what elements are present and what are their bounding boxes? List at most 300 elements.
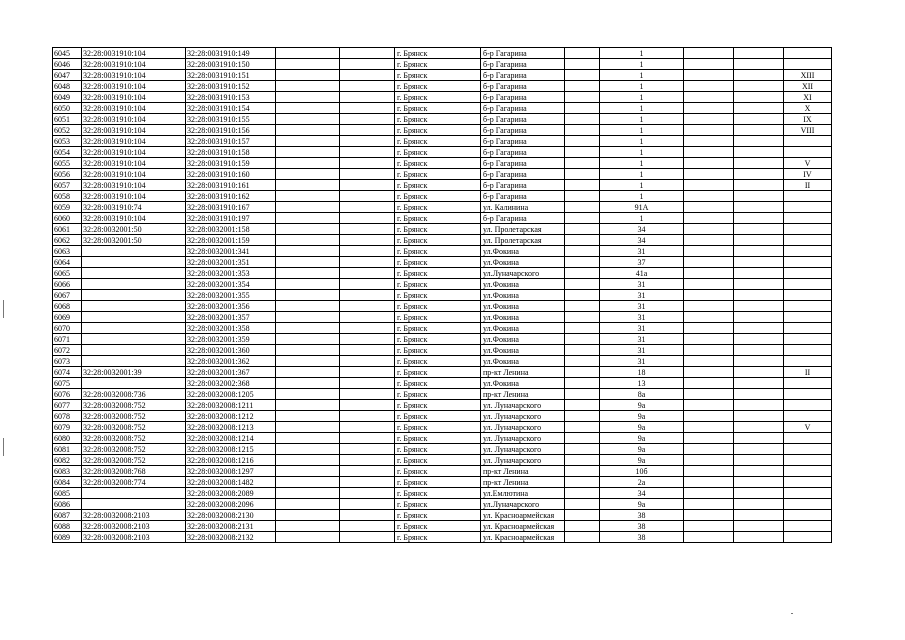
record-number: 6055 [53, 158, 82, 169]
empty-cell [565, 59, 600, 70]
empty-cell [276, 301, 340, 312]
empty-cell [340, 334, 395, 345]
premises-number [784, 246, 832, 257]
street: б-р Гагарина [481, 114, 565, 125]
parent-cadastral-number [82, 356, 186, 367]
city: г. Брянск [395, 268, 481, 279]
empty-cell [734, 180, 784, 191]
house-number: 38 [600, 532, 684, 543]
empty-cell [276, 455, 340, 466]
house-number: 13 [600, 378, 684, 389]
cadastral-number: 32:28:0032001:358 [186, 323, 276, 334]
parent-cadastral-number [82, 268, 186, 279]
empty-cell [340, 279, 395, 290]
table-row [53, 92, 832, 103]
empty-cell [565, 213, 600, 224]
record-number: 6052 [53, 125, 82, 136]
house-number: 1 [600, 191, 684, 202]
empty-cell [684, 477, 734, 488]
record-number: 6065 [53, 268, 82, 279]
empty-cell [565, 114, 600, 125]
record-number: 6071 [53, 334, 82, 345]
street: ул.Фокина [481, 290, 565, 301]
empty-cell [565, 455, 600, 466]
house-number: 31 [600, 290, 684, 301]
cadastral-number: 32:28:0031910:155 [186, 114, 276, 125]
record-number: 6087 [53, 510, 82, 521]
city: г. Брянск [395, 345, 481, 356]
house-number: 18 [600, 367, 684, 378]
empty-cell [276, 70, 340, 81]
empty-cell [734, 136, 784, 147]
table-row [53, 312, 832, 323]
empty-cell [340, 510, 395, 521]
premises-number: IX [784, 114, 832, 125]
parent-cadastral-number: 32:28:0031910:74 [82, 202, 186, 213]
street: б-р Гагарина [481, 213, 565, 224]
table-row [53, 235, 832, 246]
parent-cadastral-number: 32:28:0031910:104 [82, 59, 186, 70]
table-row [53, 169, 832, 180]
record-number: 6088 [53, 521, 82, 532]
empty-cell [276, 334, 340, 345]
empty-cell [565, 532, 600, 543]
premises-number [784, 510, 832, 521]
empty-cell [684, 92, 734, 103]
empty-cell [684, 400, 734, 411]
table-row [53, 191, 832, 202]
empty-cell [340, 356, 395, 367]
empty-cell [684, 169, 734, 180]
house-number: 1 [600, 114, 684, 125]
street: ул. Луначарского [481, 400, 565, 411]
table-row [53, 477, 832, 488]
empty-cell [340, 367, 395, 378]
house-number: 9а [600, 433, 684, 444]
empty-cell [565, 422, 600, 433]
cadastral-number: 32:28:0031910:150 [186, 59, 276, 70]
empty-cell [734, 147, 784, 158]
empty-cell [340, 477, 395, 488]
street: б-р Гагарина [481, 180, 565, 191]
cadastral-number: 32:28:0032001:353 [186, 268, 276, 279]
city: г. Брянск [395, 59, 481, 70]
parent-cadastral-number: 32:28:0031910:104 [82, 191, 186, 202]
table-row [53, 268, 832, 279]
table-row [53, 114, 832, 125]
table-row [53, 246, 832, 257]
empty-cell [276, 169, 340, 180]
parent-cadastral-number: 32:28:0031910:104 [82, 70, 186, 81]
house-number: 1 [600, 59, 684, 70]
table-row [53, 323, 832, 334]
empty-cell [734, 532, 784, 543]
house-number: 1 [600, 81, 684, 92]
table-row [53, 59, 832, 70]
table-row [53, 400, 832, 411]
premises-number [784, 136, 832, 147]
empty-cell [565, 70, 600, 81]
empty-cell [565, 345, 600, 356]
premises-number [784, 411, 832, 422]
empty-cell [340, 180, 395, 191]
parent-cadastral-number [82, 345, 186, 356]
empty-cell [276, 444, 340, 455]
empty-cell [734, 389, 784, 400]
parent-cadastral-number: 32:28:0031910:104 [82, 48, 186, 59]
empty-cell [684, 191, 734, 202]
street: ул.Фокина [481, 246, 565, 257]
cadastral-number: 32:28:0032001:357 [186, 312, 276, 323]
house-number: 34 [600, 224, 684, 235]
house-number: 8а [600, 389, 684, 400]
empty-cell [340, 433, 395, 444]
empty-cell [565, 312, 600, 323]
parent-cadastral-number [82, 257, 186, 268]
table-row [53, 521, 832, 532]
house-number: 9а [600, 455, 684, 466]
parent-cadastral-number: 32:28:0032008:752 [82, 411, 186, 422]
empty-cell [565, 246, 600, 257]
empty-cell [276, 158, 340, 169]
record-number: 6057 [53, 180, 82, 191]
empty-cell [684, 158, 734, 169]
cadastral-number: 32:28:0032001:355 [186, 290, 276, 301]
record-number: 6053 [53, 136, 82, 147]
empty-cell [276, 345, 340, 356]
premises-number: V [784, 422, 832, 433]
cadastral-number: 32:28:0032008:1214 [186, 433, 276, 444]
record-number: 6050 [53, 103, 82, 114]
house-number: 9а [600, 422, 684, 433]
empty-cell [565, 147, 600, 158]
empty-cell [276, 411, 340, 422]
empty-cell [276, 246, 340, 257]
empty-cell [276, 356, 340, 367]
empty-cell [340, 268, 395, 279]
scan-edge-mark [3, 438, 4, 456]
record-number: 6073 [53, 356, 82, 367]
parent-cadastral-number: 32:28:0031910:104 [82, 125, 186, 136]
street: б-р Гагарина [481, 92, 565, 103]
empty-cell [734, 301, 784, 312]
street: б-р Гагарина [481, 48, 565, 59]
parent-cadastral-number: 32:28:0032008:752 [82, 400, 186, 411]
city: г. Брянск [395, 92, 481, 103]
premises-number [784, 389, 832, 400]
table-row [53, 510, 832, 521]
cadastral-number: 32:28:0031910:153 [186, 92, 276, 103]
street: б-р Гагарина [481, 169, 565, 180]
city: г. Брянск [395, 257, 481, 268]
empty-cell [340, 59, 395, 70]
empty-cell [684, 345, 734, 356]
empty-cell [340, 257, 395, 268]
empty-cell [734, 334, 784, 345]
city: г. Брянск [395, 70, 481, 81]
empty-cell [340, 92, 395, 103]
empty-cell [276, 257, 340, 268]
premises-number: VIII [784, 125, 832, 136]
record-number: 6051 [53, 114, 82, 125]
city: г. Брянск [395, 323, 481, 334]
empty-cell [565, 444, 600, 455]
cadastral-number: 32:28:0031910:151 [186, 70, 276, 81]
street: б-р Гагарина [481, 59, 565, 70]
table-row [53, 466, 832, 477]
table-row [53, 422, 832, 433]
parent-cadastral-number [82, 488, 186, 499]
empty-cell [276, 389, 340, 400]
empty-cell [340, 400, 395, 411]
premises-number: X [784, 103, 832, 114]
premises-number [784, 499, 832, 510]
parent-cadastral-number: 32:28:0032008:774 [82, 477, 186, 488]
record-number: 6072 [53, 345, 82, 356]
city: г. Брянск [395, 521, 481, 532]
empty-cell [684, 433, 734, 444]
empty-cell [684, 125, 734, 136]
city: г. Брянск [395, 279, 481, 290]
empty-cell [276, 466, 340, 477]
empty-cell [340, 213, 395, 224]
parent-cadastral-number: 32:28:0031910:104 [82, 114, 186, 125]
house-number: 9а [600, 411, 684, 422]
empty-cell [684, 180, 734, 191]
empty-cell [276, 180, 340, 191]
street: ул. Луначарского [481, 444, 565, 455]
empty-cell [276, 125, 340, 136]
premises-number [784, 268, 832, 279]
empty-cell [276, 499, 340, 510]
empty-cell [684, 378, 734, 389]
premises-number [784, 433, 832, 444]
empty-cell [276, 213, 340, 224]
cadastral-number: 32:28:0031910:167 [186, 202, 276, 213]
premises-number [784, 290, 832, 301]
record-number: 6075 [53, 378, 82, 389]
table-row [53, 125, 832, 136]
house-number: 1 [600, 70, 684, 81]
street: ул. Калинина [481, 202, 565, 213]
house-number: 34 [600, 235, 684, 246]
cadastral-number: 32:28:0032008:1212 [186, 411, 276, 422]
cadastral-number: 32:28:0031910:154 [186, 103, 276, 114]
premises-number [784, 466, 832, 477]
empty-cell [734, 488, 784, 499]
cadastral-number: 32:28:0032008:2132 [186, 532, 276, 543]
empty-cell [340, 444, 395, 455]
city: г. Брянск [395, 312, 481, 323]
empty-cell [340, 488, 395, 499]
street: б-р Гагарина [481, 158, 565, 169]
street: б-р Гагарина [481, 70, 565, 81]
empty-cell [565, 378, 600, 389]
premises-number: XI [784, 92, 832, 103]
parent-cadastral-number: 32:28:0031910:104 [82, 92, 186, 103]
empty-cell [340, 202, 395, 213]
house-number: 1 [600, 136, 684, 147]
empty-cell [340, 323, 395, 334]
premises-number [784, 477, 832, 488]
street: ул. Луначарского [481, 433, 565, 444]
city: г. Брянск [395, 290, 481, 301]
city: г. Брянск [395, 411, 481, 422]
empty-cell [276, 235, 340, 246]
table-row [53, 378, 832, 389]
record-number: 6066 [53, 279, 82, 290]
table-row [53, 213, 832, 224]
street: ул. Луначарского [481, 411, 565, 422]
empty-cell [734, 477, 784, 488]
city: г. Брянск [395, 202, 481, 213]
premises-number [784, 444, 832, 455]
empty-cell [734, 433, 784, 444]
cadastral-number: 32:28:0032008:2131 [186, 521, 276, 532]
empty-cell [276, 191, 340, 202]
house-number: 38 [600, 510, 684, 521]
street: ул.Фокина [481, 334, 565, 345]
table-row [53, 411, 832, 422]
house-number: 91А [600, 202, 684, 213]
city: г. Брянск [395, 147, 481, 158]
parent-cadastral-number: 32:28:0032001:39 [82, 367, 186, 378]
house-number: 1 [600, 48, 684, 59]
empty-cell [734, 224, 784, 235]
premises-number [784, 356, 832, 367]
empty-cell [565, 235, 600, 246]
premises-number [784, 48, 832, 59]
street: ул. Луначарского [481, 422, 565, 433]
empty-cell [684, 389, 734, 400]
premises-number [784, 59, 832, 70]
parent-cadastral-number [82, 246, 186, 257]
empty-cell [276, 477, 340, 488]
cadastral-number: 32:28:0031910:159 [186, 158, 276, 169]
empty-cell [565, 180, 600, 191]
parent-cadastral-number: 32:28:0031910:104 [82, 180, 186, 191]
empty-cell [734, 499, 784, 510]
record-number: 6061 [53, 224, 82, 235]
street: ул.Фокина [481, 257, 565, 268]
empty-cell [340, 70, 395, 81]
empty-cell [684, 202, 734, 213]
premises-number [784, 147, 832, 158]
house-number: 1 [600, 169, 684, 180]
parent-cadastral-number: 32:28:0032008:752 [82, 433, 186, 444]
city: г. Брянск [395, 169, 481, 180]
premises-number: II [784, 367, 832, 378]
empty-cell [565, 224, 600, 235]
record-number: 6070 [53, 323, 82, 334]
empty-cell [565, 334, 600, 345]
parent-cadastral-number: 32:28:0032008:752 [82, 422, 186, 433]
house-number: 34 [600, 488, 684, 499]
cadastral-number: 32:28:0032002:368 [186, 378, 276, 389]
empty-cell [565, 279, 600, 290]
house-number: 1 [600, 92, 684, 103]
cadastral-number: 32:28:0032008:1216 [186, 455, 276, 466]
empty-cell [734, 246, 784, 257]
empty-cell [276, 367, 340, 378]
empty-cell [340, 235, 395, 246]
house-number: 31 [600, 345, 684, 356]
table-row [53, 532, 832, 543]
empty-cell [734, 114, 784, 125]
house-number: 31 [600, 323, 684, 334]
parent-cadastral-number: 32:28:0031910:104 [82, 103, 186, 114]
city: г. Брянск [395, 224, 481, 235]
empty-cell [565, 290, 600, 301]
record-number: 6089 [53, 532, 82, 543]
parent-cadastral-number [82, 290, 186, 301]
empty-cell [734, 81, 784, 92]
parent-cadastral-number [82, 323, 186, 334]
table-row [53, 81, 832, 92]
city: г. Брянск [395, 334, 481, 345]
record-number: 6046 [53, 59, 82, 70]
record-number: 6047 [53, 70, 82, 81]
house-number: 31 [600, 312, 684, 323]
empty-cell [276, 81, 340, 92]
empty-cell [565, 400, 600, 411]
empty-cell [565, 169, 600, 180]
empty-cell [340, 125, 395, 136]
city: г. Брянск [395, 180, 481, 191]
empty-cell [684, 59, 734, 70]
city: г. Брянск [395, 477, 481, 488]
empty-cell [734, 345, 784, 356]
empty-cell [565, 367, 600, 378]
empty-cell [565, 257, 600, 268]
parent-cadastral-number: 32:28:0032008:2103 [82, 510, 186, 521]
premises-number [784, 279, 832, 290]
empty-cell [565, 191, 600, 202]
city: г. Брянск [395, 125, 481, 136]
table-row [53, 180, 832, 191]
record-number: 6083 [53, 466, 82, 477]
street: б-р Гагарина [481, 191, 565, 202]
cadastral-number: 32:28:0031910:149 [186, 48, 276, 59]
city: г. Брянск [395, 444, 481, 455]
table-row [53, 103, 832, 114]
empty-cell [734, 312, 784, 323]
house-number: 9а [600, 499, 684, 510]
cadastral-number: 32:28:0032008:1211 [186, 400, 276, 411]
record-number: 6074 [53, 367, 82, 378]
empty-cell [684, 213, 734, 224]
cadastral-number: 32:28:0032001:159 [186, 235, 276, 246]
parent-cadastral-number [82, 301, 186, 312]
empty-cell [734, 257, 784, 268]
empty-cell [684, 444, 734, 455]
table-row [53, 48, 832, 59]
record-number: 6069 [53, 312, 82, 323]
parent-cadastral-number: 32:28:0031910:104 [82, 81, 186, 92]
table-row [53, 70, 832, 81]
city: г. Брянск [395, 510, 481, 521]
premises-number [784, 202, 832, 213]
parent-cadastral-number: 32:28:0031910:104 [82, 136, 186, 147]
city: г. Брянск [395, 114, 481, 125]
city: г. Брянск [395, 488, 481, 499]
city: г. Брянск [395, 103, 481, 114]
empty-cell [276, 279, 340, 290]
cadastral-number: 32:28:0032001:362 [186, 356, 276, 367]
empty-cell [684, 455, 734, 466]
premises-number: II [784, 180, 832, 191]
empty-cell [684, 334, 734, 345]
